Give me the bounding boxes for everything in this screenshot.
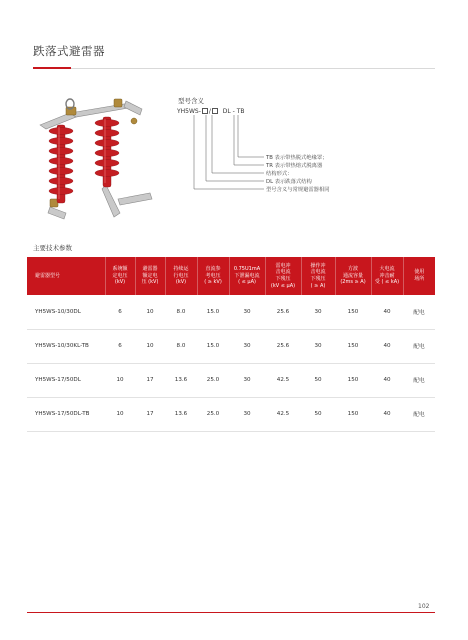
table-cell: 15.0 bbox=[197, 295, 229, 329]
model-meaning-heading: 型号含义 bbox=[178, 97, 204, 105]
table-cell: 13.6 bbox=[165, 363, 197, 397]
column-header: 使用 场所 bbox=[403, 257, 435, 295]
model-cell: YH5WS-17/50DL bbox=[27, 363, 105, 397]
table-cell: 50 bbox=[301, 397, 335, 431]
table-cell: 30 bbox=[301, 329, 335, 363]
table-header-row bbox=[27, 257, 435, 295]
legend-line: 型号含义与常规避雷器相同 bbox=[266, 187, 330, 193]
column-header: 0.75U1mA 下泄漏电流 ( ≤ μA) bbox=[229, 257, 265, 295]
table-cell: 10 bbox=[105, 363, 135, 397]
technical-parameters-table bbox=[27, 257, 435, 432]
table-cell: 10 bbox=[105, 397, 135, 431]
table-cell: 42.5 bbox=[265, 397, 301, 431]
table-cell: 40 bbox=[371, 295, 403, 329]
column-header: 操作冲 击电流 下残压 ( ≥ A) bbox=[301, 257, 335, 295]
table-cell: 15.0 bbox=[197, 329, 229, 363]
table-cell: 配电 bbox=[403, 295, 435, 329]
table-cell: 8.0 bbox=[165, 329, 197, 363]
table-cell: 150 bbox=[335, 295, 371, 329]
column-header: 持续运 行电压 (kV) bbox=[165, 257, 197, 295]
table-cell: 13.6 bbox=[165, 397, 197, 431]
title-divider bbox=[33, 68, 435, 69]
title-accent-bar bbox=[33, 67, 71, 69]
table-cell: 配电 bbox=[403, 363, 435, 397]
legend-line: TB 表示带热脱式绝缘罩； bbox=[266, 155, 328, 161]
table-cell: 8.0 bbox=[165, 295, 197, 329]
table-cell: 25.6 bbox=[265, 329, 301, 363]
table-row bbox=[27, 329, 435, 363]
table-cell: 6 bbox=[105, 295, 135, 329]
table-cell: 10 bbox=[135, 329, 165, 363]
table-cell: 40 bbox=[371, 397, 403, 431]
model-code-prefix: YH5WS- bbox=[177, 108, 201, 115]
table-cell: 30 bbox=[229, 295, 265, 329]
table-cell: 40 bbox=[371, 363, 403, 397]
legend-line: 结构形式： bbox=[266, 171, 293, 177]
params-heading: 主要技术参数 bbox=[33, 244, 72, 252]
table-cell: 30 bbox=[229, 329, 265, 363]
table-cell: 25.0 bbox=[197, 397, 229, 431]
table-row bbox=[27, 363, 435, 397]
table-cell: 30 bbox=[301, 295, 335, 329]
page-title: 跌落式避雷器 bbox=[33, 44, 105, 58]
table-cell: 配电 bbox=[403, 397, 435, 431]
model-code-suffix: DL - TB bbox=[222, 108, 245, 115]
model-cell: YH5WS-10/30KL-TB bbox=[27, 329, 105, 363]
table-cell: 25.6 bbox=[265, 295, 301, 329]
column-header: 系统额 定电压 (kV) bbox=[105, 257, 135, 295]
column-header: 大电流 冲击耐 受 ( ≤ kA) bbox=[371, 257, 403, 295]
table-cell: 30 bbox=[229, 363, 265, 397]
table-cell: 10 bbox=[135, 295, 165, 329]
table-cell: 17 bbox=[135, 363, 165, 397]
footer-divider bbox=[27, 612, 435, 613]
column-header: 避雷器 额定电 压 (kV) bbox=[135, 257, 165, 295]
table-cell: 150 bbox=[335, 329, 371, 363]
model-cell: YH5WS-10/30DL bbox=[27, 295, 105, 329]
legend-line: TR 表示带热熔式脱离器 bbox=[266, 163, 323, 169]
column-header: 雷电冲 击电流 下残压 (kV ≤ μA) bbox=[265, 257, 301, 295]
table-cell: 17 bbox=[135, 397, 165, 431]
column-header: 方波 通流容量 (2ms ≥ A) bbox=[335, 257, 371, 295]
table-cell: 40 bbox=[371, 329, 403, 363]
table-cell: 25.0 bbox=[197, 363, 229, 397]
table-cell: 6 bbox=[105, 329, 135, 363]
column-header: 直流参 考电压 ( ≥ kV) bbox=[197, 257, 229, 295]
model-code-separator: / bbox=[208, 108, 211, 115]
table-cell: 配电 bbox=[403, 329, 435, 363]
page-number: 102 bbox=[418, 603, 430, 610]
table-cell: 50 bbox=[301, 363, 335, 397]
table-row bbox=[27, 397, 435, 431]
table-cell: 42.5 bbox=[265, 363, 301, 397]
table-row bbox=[27, 295, 435, 329]
table-cell: 30 bbox=[229, 397, 265, 431]
table-cell: 150 bbox=[335, 397, 371, 431]
model-cell: YH5WS-17/50DL-TB bbox=[27, 397, 105, 431]
arrester-product-image bbox=[30, 95, 160, 235]
table-cell: 150 bbox=[335, 363, 371, 397]
legend-line: DL 表示跌落式结构 bbox=[266, 179, 312, 185]
column-header: 避雷器型号 bbox=[27, 257, 105, 295]
